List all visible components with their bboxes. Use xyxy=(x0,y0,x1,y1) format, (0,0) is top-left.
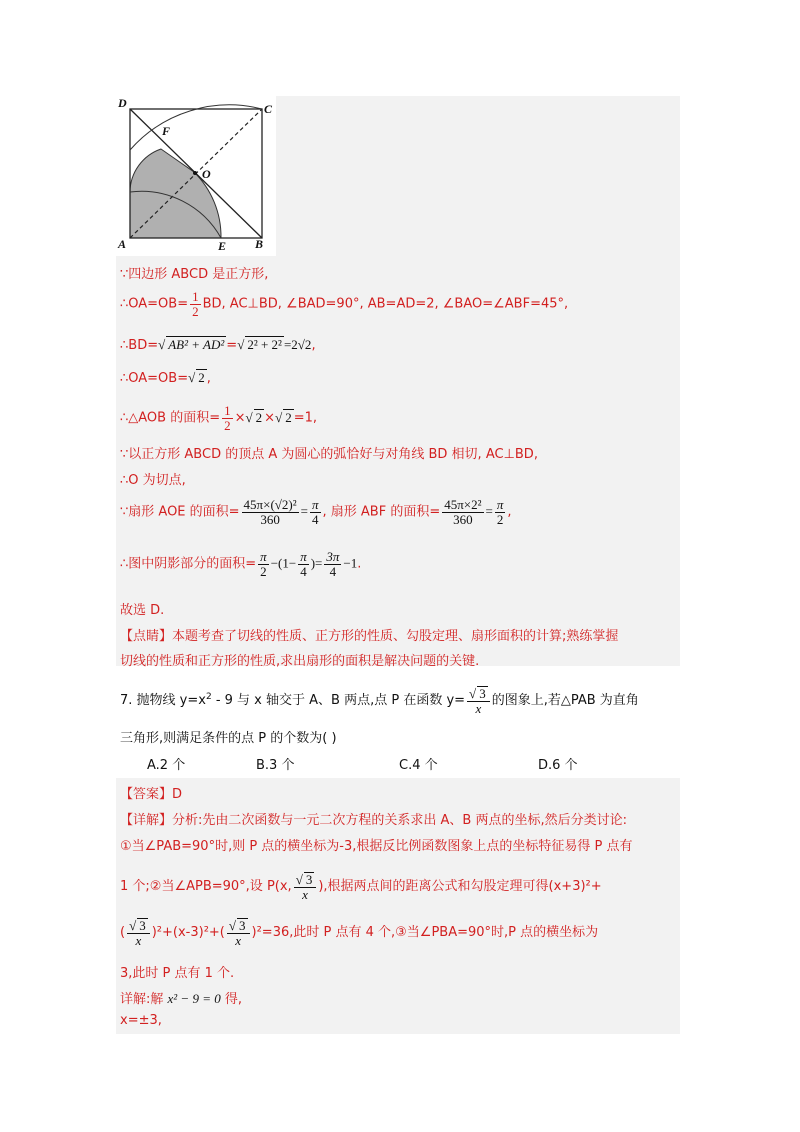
denominator: 2 xyxy=(496,511,504,527)
fraction-pi-2 xyxy=(495,498,506,526)
text: , 扇形 ABF 的面积= xyxy=(322,504,441,520)
denominator: x xyxy=(302,886,308,902)
fraction-sqrt3-over-x: $\frac{√ 3}{x}$ xyxy=(294,872,317,901)
text: 详解:解 xyxy=(120,992,168,1007)
solution-line-5 xyxy=(120,404,317,432)
text: . xyxy=(357,556,362,572)
text: ∴△AOB 的面积= xyxy=(120,410,221,426)
label-B: B xyxy=(255,237,264,251)
denominator: 4 xyxy=(311,511,319,527)
radicand: 2 xyxy=(285,409,292,425)
sqrt-expression-2: √ 2² + 2² =2√2 xyxy=(237,337,312,352)
denominator: 2 xyxy=(260,563,267,579)
solution-line-2 xyxy=(120,290,568,318)
fraction-sector-aoe xyxy=(242,498,299,526)
text: , xyxy=(311,338,316,353)
tip-line-1: 【点睛】本题考查了切线的性质、正方形的性质、勾股定理、扇形面积的计算;熟练掌握 xyxy=(120,629,619,644)
fraction-pi-2 xyxy=(258,550,269,578)
text: ∴BD= xyxy=(120,338,159,353)
detail-line-6 xyxy=(120,988,242,1007)
text: )²+(x-3)²+( xyxy=(151,925,225,941)
answer-line: 【答案】D xyxy=(120,787,183,802)
radicand: 2 xyxy=(198,370,205,385)
fraction-sqrt3-over-x: $\frac{√ 3}{x}$ xyxy=(227,918,250,947)
denominator: x xyxy=(475,700,482,716)
text: - 9 与 x 轴交于 A、B 两点,点 P 在函数 y= xyxy=(211,693,466,709)
text: 的图象上,若△PAB 为直角 xyxy=(491,693,639,709)
expression: )= xyxy=(310,555,323,571)
denominator: 360 xyxy=(453,511,473,527)
denominator: 2 xyxy=(224,417,231,433)
numerator: π xyxy=(496,497,504,512)
fraction-sqrt3-over-x: $\frac{√ 3}{x}$ xyxy=(467,686,490,715)
text: , xyxy=(206,371,211,386)
fraction-pi-4 xyxy=(310,498,321,526)
sqrt-two: √ 2 xyxy=(245,409,263,425)
option-c: C.4 个 xyxy=(399,758,438,773)
question-7-line-2: 三角形,则满足条件的点 P 的个数为( ) xyxy=(120,731,337,746)
label-D: D xyxy=(118,96,127,110)
numerator: 45π×2² xyxy=(444,497,482,512)
equals: = xyxy=(300,503,308,519)
solution-line-8 xyxy=(120,498,512,526)
option-b: B.3 个 xyxy=(256,758,295,773)
text: BD, AC⊥BD, ∠BAD=90°, AB=AD=2, ∠BAO=∠ABF=45°, xyxy=(202,296,569,312)
result: =2√2 xyxy=(283,337,312,352)
label-F: F xyxy=(162,124,171,138)
label-C: C xyxy=(264,102,273,116)
equals: = xyxy=(485,503,493,519)
detail-line-2: ①当∠PAB=90°时,则 P 点的横坐标为-3,根据反比例函数图象上点的坐标特征易得 P 点有 xyxy=(120,839,633,854)
solution-line-1: ∵四边形 ABCD 是正方形, xyxy=(120,267,269,282)
denominator: 4 xyxy=(329,563,337,579)
radicand: 2 xyxy=(255,409,263,425)
numerator: 1 xyxy=(224,403,231,418)
numerator: π xyxy=(260,549,267,564)
option-d: D.6 个 xyxy=(538,758,578,773)
text: ( xyxy=(120,925,126,941)
times: × xyxy=(234,410,246,426)
denominator: x xyxy=(135,932,142,948)
text: =1, xyxy=(293,410,317,426)
text: 得, xyxy=(220,992,242,1007)
numerator: 1 xyxy=(192,289,199,304)
numerator: π xyxy=(300,549,307,564)
numerator: 3 xyxy=(139,918,146,933)
solution-line-7: ∴O 为切点, xyxy=(120,473,186,488)
solution-line-3 xyxy=(120,336,316,353)
times: × xyxy=(264,410,276,426)
text: 7. 抛物线 y=x xyxy=(120,693,206,709)
fraction-3pi-4 xyxy=(324,550,341,578)
text: ∴OA=OB= xyxy=(120,296,189,312)
fraction-sector-abf xyxy=(442,498,483,526)
denominator: 4 xyxy=(300,563,307,579)
text: )²=36,此时 P 点有 4 个,③当∠PBA=90°时,P 点的横坐标为 xyxy=(251,925,599,941)
radicand: AB² + AD² xyxy=(168,337,225,352)
denominator: 2 xyxy=(192,303,199,319)
detail-line-4 xyxy=(120,918,598,947)
point-O xyxy=(193,171,197,175)
text: ∵扇形 AOE 的面积= xyxy=(120,504,240,520)
numerator: 3 xyxy=(305,872,313,887)
label-E: E xyxy=(218,239,227,253)
option-a: A.2 个 xyxy=(147,758,186,773)
numerator: 3 xyxy=(479,686,486,701)
denominator: x xyxy=(235,932,242,948)
text: 1 个;②当∠APB=90°,设 P(x, xyxy=(120,879,292,895)
numerator: 3 xyxy=(239,918,246,933)
detail-line-7: x=±3, xyxy=(120,1013,162,1028)
sqrt-two: √ 2 xyxy=(275,409,292,425)
numerator: 3π xyxy=(326,549,340,564)
fraction-half xyxy=(190,290,201,318)
geometry-figure xyxy=(116,96,276,256)
label-A: A xyxy=(118,237,127,251)
numerator: π xyxy=(311,497,319,512)
fraction-sqrt3-over-x: $\frac{√ 3}{x}$ xyxy=(127,918,150,947)
solution-line-6: ∵以正方形 ABCD 的顶点 A 为圆心的弧恰好与对角线 BD 相切, AC⊥BD, xyxy=(120,447,538,462)
text: ∴OA=OB= xyxy=(120,371,189,386)
fraction-half xyxy=(222,404,233,432)
label-O: O xyxy=(202,167,211,181)
superscript: 2 xyxy=(205,691,212,702)
expression: −1 xyxy=(343,555,358,571)
tip-line-2: 切线的性质和正方形的性质,求出扇形的面积是解决问题的关键. xyxy=(120,654,480,669)
denominator: 360 xyxy=(260,511,280,527)
detail-line-1: 【详解】分析:先由二次函数与一元二次方程的关系求出 A、B 两点的坐标,然后分类讨论: xyxy=(120,813,627,828)
fraction-pi-4 xyxy=(298,550,309,578)
numerator: 45π×(√2)² xyxy=(243,497,297,512)
sqrt-two: √ 2 xyxy=(188,370,205,385)
solution-line-4 xyxy=(120,369,211,386)
sqrt-expression: √ AB² + AD² xyxy=(158,337,225,352)
text: ∴图中阴影部分的面积= xyxy=(120,556,257,572)
radicand: 2² + 2² xyxy=(247,337,282,352)
detail-line-3 xyxy=(120,872,602,901)
text: ),根据两点间的距离公式和勾股定理可得(x+3)²+ xyxy=(318,879,602,895)
text: , xyxy=(507,504,512,520)
question-7-line-1 xyxy=(120,686,639,715)
solution-line-10: 故选 D. xyxy=(120,603,165,618)
detail-line-5: 3,此时 P 点有 1 个. xyxy=(120,966,235,981)
expression: −(1− xyxy=(270,555,297,571)
text: = xyxy=(226,338,238,353)
equation: x² − 9 = 0 xyxy=(167,991,221,1006)
solution-line-9 xyxy=(120,550,361,578)
